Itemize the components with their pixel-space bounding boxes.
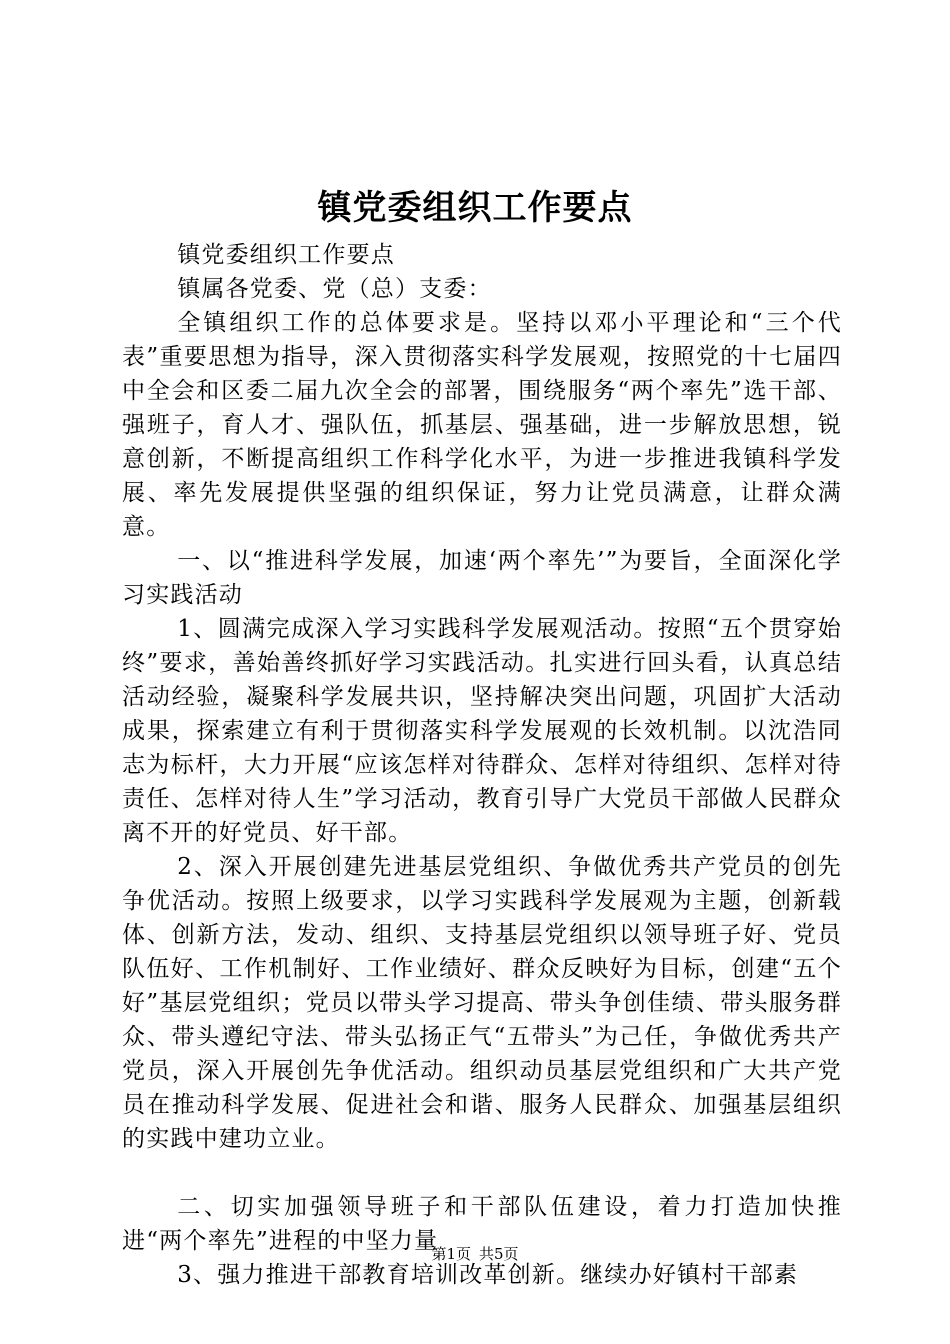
document-title: 镇党委组织工作要点	[317, 188, 633, 228]
subtitle-paragraph: 镇党委组织工作要点	[177, 242, 395, 268]
section-heading-two: 二、切实加强领导班子和干部队伍建设，着力打造加快推进“两个率先”进程的中坚力量	[122, 1194, 842, 1254]
page-number: 第1页	[431, 1245, 471, 1263]
salutation-paragraph: 镇属各党委、党（总）支委：	[177, 276, 492, 302]
item-three-paragraph: 3、强力推进干部教育培训改革创新。继续办好镇村干部素	[177, 1262, 799, 1288]
item-one-paragraph: 1、圆满完成深入学习实践科学发展观活动。按照“五个贯穿始终”要求，善始善终抓好学习实践活动。扎实进行回头看，认真总结活动经验，凝聚科学发展共识，坚持解决突出问题，巩固扩大活动成果，探索建立有利于贯彻落实科学发展观的长效机制。以沈浩同志为标杆，大力开展“应该怎样对待群众、怎样对待组织、怎样对待责任、怎样对待人生”学习活动，教育引导广大党员干部做人民群众离不开的好党员、好干部。	[122, 616, 842, 846]
document-body	[122, 238, 842, 1292]
item-two-paragraph: 2、深入开展创建先进基层党组织、争做优秀共产党员的创先争优活动。按照上级要求，以学习实践科学发展观为主题，创新载体、创新方法，发动、组织、支持基层党组织以领导班子好、党员队伍好、工作机制好、工作业绩好、群众反映好为目标，创建“五个好”基层党组织；党员以带头学习提高、带头争创佳绩、带头服务群众、带头遵纪守法、带头弘扬正气“五带头”为己任，争做优秀共产党员，深入开展创先争优活动。组织动员基层党组织和广大共产党员在推动科学发展、促进社会和谐、服务人民群众、加强基层组织的实践中建功立业。	[122, 854, 842, 1152]
page-total: 共5页	[479, 1245, 519, 1263]
overall-requirements-paragraph: 全镇组织工作的总体要求是。坚持以邓小平理论和“三个代表”重要思想为指导，深入贯彻落实科学发展观，按照党的十七届四中全会和区委二届九次全会的部署，围绕服务“两个率先”选干部、强班子，育人才、强队伍，抓基层、强基础，进一步解放思想，锐意创新，不断提高组织工作科学化水平，为进一步推进我镇科学发展、率先发展提供坚强的组织保证，努力让党员满意，让群众满意。	[122, 310, 842, 540]
page-footer	[0, 1243, 950, 1265]
section-heading-one: 一、以“推进科学发展，加速‘两个率先’”为要旨，全面深化学习实践活动	[122, 548, 842, 608]
